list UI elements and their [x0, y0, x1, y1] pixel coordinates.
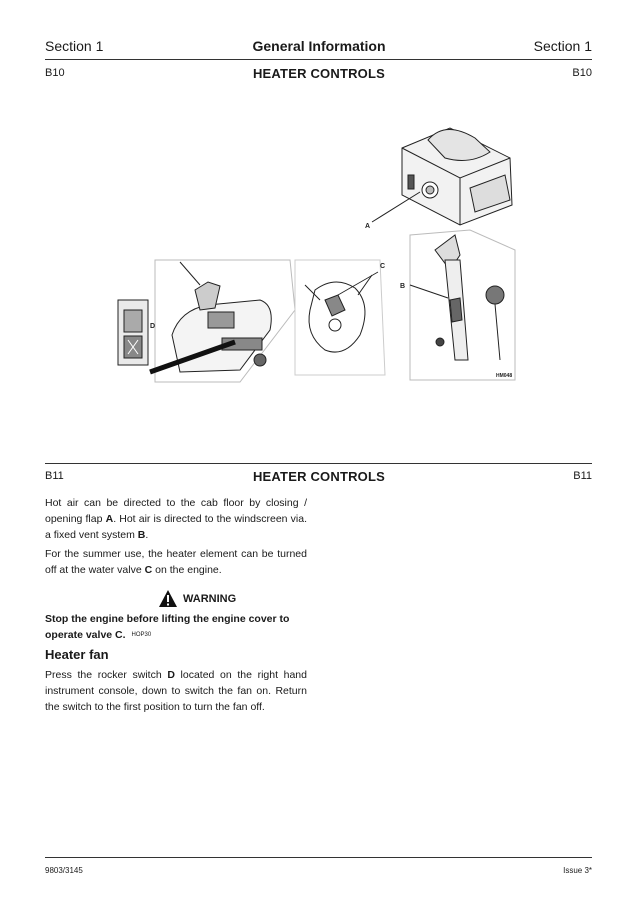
figure-ref: HM048 [496, 373, 513, 379]
header-section-left: Section 1 [45, 38, 104, 54]
warning-label: WARNING [183, 593, 237, 605]
warning-banner [45, 589, 307, 611]
b11-code-right: B11 [573, 470, 592, 482]
heater-fan-heading: Heater fan [45, 647, 109, 662]
footer-rule [45, 857, 592, 858]
paragraph-hot-air: Hot air can be directed to the cab floor by closing / opening flap A. Hot air is directed to the windscreen via. a fixed vent system B. [45, 497, 307, 541]
warning-triangle-icon [158, 589, 178, 608]
label-a: A [365, 223, 371, 230]
label-c: C [380, 263, 386, 270]
warning-text: Stop the engine before lifting the engine cover to operate valve C. HOP30 [45, 613, 290, 641]
b10-code-left: B10 [45, 67, 65, 79]
header-title: General Information [252, 38, 386, 54]
footer-issue: Issue 3* [563, 866, 592, 875]
b11-rule [45, 463, 592, 464]
b11-title: HEATER CONTROLS [252, 469, 386, 484]
paragraph-summer-use: For the summer use, the heater element can be turned off at the water valve C on the engine. [45, 548, 307, 576]
b10-code-right: B10 [572, 67, 592, 79]
b10-title: HEATER CONTROLS [252, 66, 386, 81]
warning-code: HOP30 [131, 632, 152, 639]
b11-code-left: B11 [45, 470, 64, 482]
label-d: D [150, 323, 156, 330]
header-rule [45, 59, 592, 60]
heater-controls-illustration [110, 110, 520, 390]
label-b: B [400, 283, 406, 290]
header-section-right: Section 1 [533, 38, 592, 54]
paragraph-heater-fan: Press the rocker switch D located on the right hand instrument console, down to switch the fan on. Return the switch to the first position to turn the fan off. [45, 669, 307, 713]
footer-doc-number: 9803/3145 [45, 866, 83, 875]
